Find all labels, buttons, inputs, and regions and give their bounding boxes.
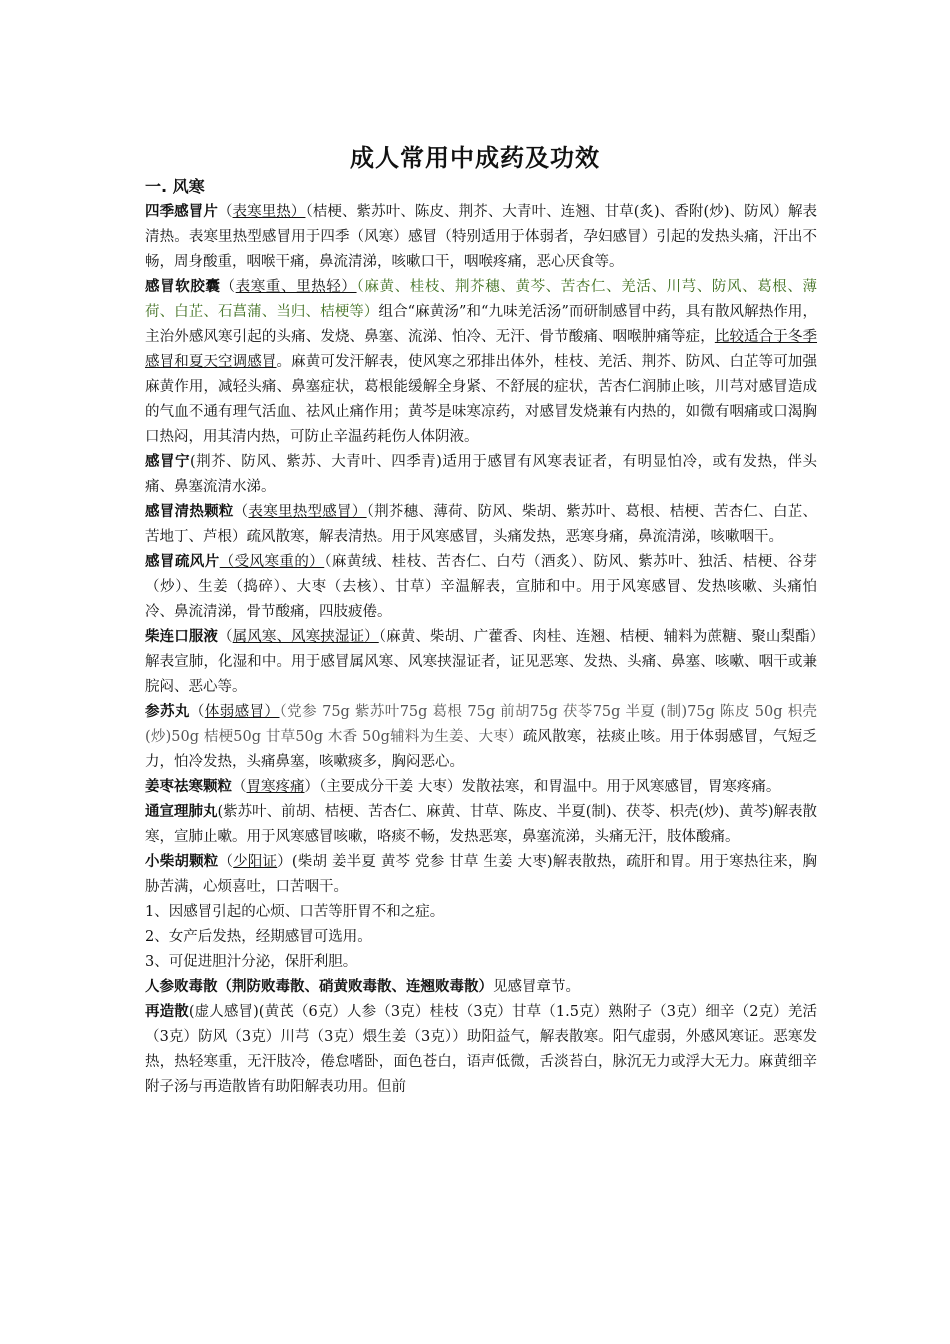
entry-shensu: 参苏丸（体弱感冒）（党参 75g 紫苏叶75g 葛根 75g 前胡75g 茯苓75g 半夏 (制)75g 陈皮 50g 枳壳 (炒)50g 桔梗50g 甘草50g 木香 50g辅料为生姜、大枣）疏风散寒，祛痰止咳。用于体弱感冒，气短乏力，怕冷发热，头痛鼻塞，咳嗽痰多，胸闷恶心。 xyxy=(145,704,818,770)
drug-name: 通宣理肺丸 xyxy=(145,804,218,820)
indication-tag: （受风寒重的） xyxy=(219,554,325,570)
ingredients-text: （麻黄、桂枝、荆芥穗、黄芩、苦杏仁、羌活、川芎、防风、葛根、薄荷、白芷、石菖蒲、当归、桔梗等） xyxy=(145,279,818,320)
indication-tag-secondary: 比较适合于冬季感冒和夏天空调感冒 xyxy=(145,329,818,370)
drug-name: 再造散 xyxy=(145,1004,189,1020)
drug-name: 参苏丸 xyxy=(145,704,190,720)
section-heading: 一. 风寒 xyxy=(145,177,205,196)
entry-renshen-baidu xyxy=(145,975,817,1000)
entry-zaizao xyxy=(145,1000,817,1100)
entry-ganmao-qingre: 感冒清热颗粒（表寒里热型感冒）（荆芥穗、薄荷、防风、柴胡、紫苏叶、葛根、桔梗、苦杏仁、白芷、苦地丁、芦根）疏风散寒，解表清热。用于风寒感冒，头痛发热，恶寒身痛，鼻流清涕，咳嗽咽干。 xyxy=(145,504,818,545)
entry-text: ）(柴胡 姜半夏 黄芩 党参 甘草 生姜 大枣)解表散热，疏肝和胃。用于寒热往来，胸胁苦满，心烦喜吐，口苦咽干。 xyxy=(145,854,818,895)
indication-tag: 表寒里热型感冒） xyxy=(248,504,367,520)
entry-siji: 四季感冒片（表寒里热）（桔梗、紫苏叶、陈皮、荆芥、大青叶、连翘、甘草(炙)、香附(炒)、防风）解表清热。表寒里热型感冒用于四季（风寒）感冒（特别适用于体弱者，孕妇感冒）引起的发热头痛，汗出不畅，周身酸重，咽喉干痛，鼻流清涕，咳嗽口干，咽喉疼痛，恶心厌食等。 xyxy=(145,204,818,270)
drug-name: 柴连口服液 xyxy=(145,629,219,645)
ingredients-text: （党参 75g 紫苏叶75g 葛根 75g 前胡75g 茯苓75g 半夏 (制)75g 陈皮 50g 枳壳 (炒)50g 桔梗50g 甘草50g 木香 50g辅料为生姜、大枣） xyxy=(145,704,818,745)
drug-name: 感冒软胶囊 xyxy=(145,279,221,295)
entry-tongxuan xyxy=(145,800,817,850)
entry-text: 见感冒章节。 xyxy=(493,979,580,995)
entry-text: （荆芥穗、薄荷、防风、柴胡、紫苏叶、葛根、桔梗、苦杏仁、白芷、苦地丁、芦根）疏风散寒，解表清热。用于风寒感冒，头痛发热，恶寒身痛，鼻流清涕，咳嗽咽干。 xyxy=(145,504,818,545)
entry-ganmao-shufeng xyxy=(145,550,817,625)
entry-ganmao-ruanjiaonang: 感冒软胶囊（表寒重、里热轻）（麻黄、桂枝、荆芥穗、黄芩、苦杏仁、羌活、川芎、防风、葛根、薄荷、白芷、石菖蒲、当归、桔梗等）组合“麻黄汤”和“九味羌活汤”而研制感冒中药，具有散风解热作用，主治外感风寒引起的头痛、发烧、鼻塞、流涕、怕冷、无汗、骨节酸痛、咽喉肿痛等症，比较适合于冬季感冒和夏天空调感冒。麻黄可发汗解表，使风寒之邪排出体外，桂枝、羌活、荆芥、防风、白芷等可加强麻黄作用，减轻头痛、鼻塞症状，葛根能缓解全身紧、不舒展的症状，苦杏仁润肺止咳，川芎对感冒造成的气血不通有理气活血、祛风止痛作用；黄芩是味寒凉药，对感冒发烧兼有内热的，如微有咽痛或口渴胸口热闷，用其清内热，可防止辛温药耗伤人体阴液。 xyxy=(145,279,818,445)
drug-name: 感冒宁 xyxy=(145,454,191,470)
page-title: 成人常用中成药及功效 xyxy=(350,144,600,172)
entry-chailian: 柴连口服液（属风寒、风寒挟湿证）（麻黄、柴胡、广藿香、肉桂、连翘、桔梗、辅料为蔗糖、聚山梨酯）解表宣肺，化湿和中。用于感冒属风寒、风寒挟湿证者，证见恶寒、发热、头痛、鼻塞、咳嗽、咽干或兼脘闷、恶心等。 xyxy=(145,629,818,695)
list-item: 3、可促进胆汁分泌，保肝利胆。 xyxy=(145,954,358,970)
indication-tag: 表寒重、里热轻） xyxy=(235,279,357,295)
indication-tag: 体弱感冒） xyxy=(204,704,280,720)
indication-tag: 少阳证 xyxy=(233,854,278,870)
list-item: 1、因感冒引起的心烦、口苦等肝胃不和之症。 xyxy=(145,904,445,920)
drug-name: 感冒疏风片 xyxy=(145,554,220,570)
entry-text: （麻黄、柴胡、广藿香、肉桂、连翘、桔梗、辅料为蔗糖、聚山梨酯）解表宣肺，化湿和中。用于感冒属风寒、风寒挟湿证者，证见恶寒、发热、头痛、鼻塞、咳嗽、咽干或兼脘闷、恶心等。 xyxy=(145,629,818,695)
drug-name: 四季感冒片 xyxy=(145,204,218,220)
entry-jiangzao: 姜枣祛寒颗粒（胃寒疼痛）（主要成分干姜 大枣）发散祛寒，和胃温中。用于风寒感冒，胃寒疼痛。 xyxy=(145,779,781,795)
drug-name: 人参败毒散（荆防败毒散、硝黄败毒散、连翘败毒散） xyxy=(145,979,493,995)
entry-text: (紫苏叶、前胡、桔梗、苦杏仁、麻黄、甘草、陈皮、半夏(制)、茯苓、枳壳(炒)、黄芩)解表散寒，宣肺止嗽。用于风寒感冒咳嗽，咯痰不畅，发热恶寒，鼻塞流涕，头痛无汗，肢体酸痛。 xyxy=(145,804,817,845)
entry-xiaochaihu: 小柴胡颗粒（少阳证）(柴胡 姜半夏 黄芩 党参 甘草 生姜 大枣)解表散热，疏肝和胃。用于寒热往来，胸胁苦满，心烦喜吐，口苦咽干。 xyxy=(145,854,818,895)
entry-text: （麻黄绒、桂枝、苦杏仁、白芍（酒炙）、防风、紫苏叶、独活、桔梗、谷芽（炒）、生姜（捣碎）、大枣（去核）、甘草）辛温解表，宣肺和中。用于风寒感冒、发热咳嗽、头痛怕冷、鼻流清涕，骨节酸痛，四肢疲倦。 xyxy=(145,554,818,620)
drug-name: 感冒清热颗粒 xyxy=(145,504,234,520)
entry-text: ）（主要成分干姜 大枣）发散祛寒，和胃温中。用于风寒感冒，胃寒疼痛。 xyxy=(304,779,781,795)
drug-name: 小柴胡颗粒 xyxy=(145,854,219,870)
indication-tag: 表寒里热） xyxy=(232,204,306,220)
entry-text: 组合“麻黄汤”和“九味羌活汤”而研制感冒中药，具有散风解热作用，主治外感风寒引起的头痛、发烧、鼻塞、流涕、怕冷、无汗、骨节酸痛、咽喉肿痛等症， xyxy=(145,304,817,345)
entry-text-continued: 。麻黄可发汗解表，使风寒之邪排出体外，桂枝、羌活、荆芥、防风、白芷等可加强麻黄作用，减轻头痛、鼻塞症状，葛根能缓解全身紧、不舒展的症状，苦杏仁润肺止咳，川芎对感冒造成的气血不通有理气活血、祛风止痛作用；黄芩是味寒凉药，对感冒发烧兼有内热的，如微有咽痛或口渴胸口热闷，用其清内热，可防止辛温药耗伤人体阴液。 xyxy=(145,354,817,445)
list-item: 2、女产后发热，经期感冒可选用。 xyxy=(145,929,372,945)
indication-tag: 胃寒疼痛 xyxy=(246,779,305,795)
drug-name: 姜枣祛寒颗粒 xyxy=(145,779,232,795)
entry-text: (虚人感冒)(黄芪（6克）人参（3克）桂枝（3克）甘草（1.5克）熟附子（3克）细辛（2克）羌活（3克）防风（3克）川芎（3克）煨生姜（3克））助阳益气，解表散寒。阳气虚弱，外感风寒证。恶寒发热，热轻寒重，无汗肢冷，倦怠嗜卧，面色苍白，语声低微，舌淡苔白，脉沉无力或浮大无力。麻黄细辛附子汤与再造散皆有助阳解表功用。但前 xyxy=(145,1004,817,1095)
entry-text: 疏风散寒，祛痰止咳。用于体弱感冒，气短乏力，怕冷发热，头痛鼻塞，咳嗽痰多，胸闷恶心。 xyxy=(145,729,818,770)
entry-text: (荆芥、防风、紫苏、大青叶、四季青)适用于感冒有风寒表证者，有明显怕冷，或有发热，伴头痛、鼻塞流清水涕。 xyxy=(145,454,818,495)
document-body xyxy=(145,174,817,1100)
entry-ganmaoning xyxy=(145,450,817,500)
indication-tag: 属风寒、风寒挟湿证） xyxy=(232,629,379,645)
entry-text: （桔梗、紫苏叶、陈皮、荆芥、大青叶、连翘、甘草(炙)、香附(炒)、防风）解表清热。表寒里热型感冒用于四季（风寒）感冒（特别适用于体弱者，孕妇感冒）引起的发热头痛，汗出不畅，周身酸重，咽喉干痛，鼻流清涕，咳嗽口干，咽喉疼痛，恶心厌食等。 xyxy=(145,204,818,270)
